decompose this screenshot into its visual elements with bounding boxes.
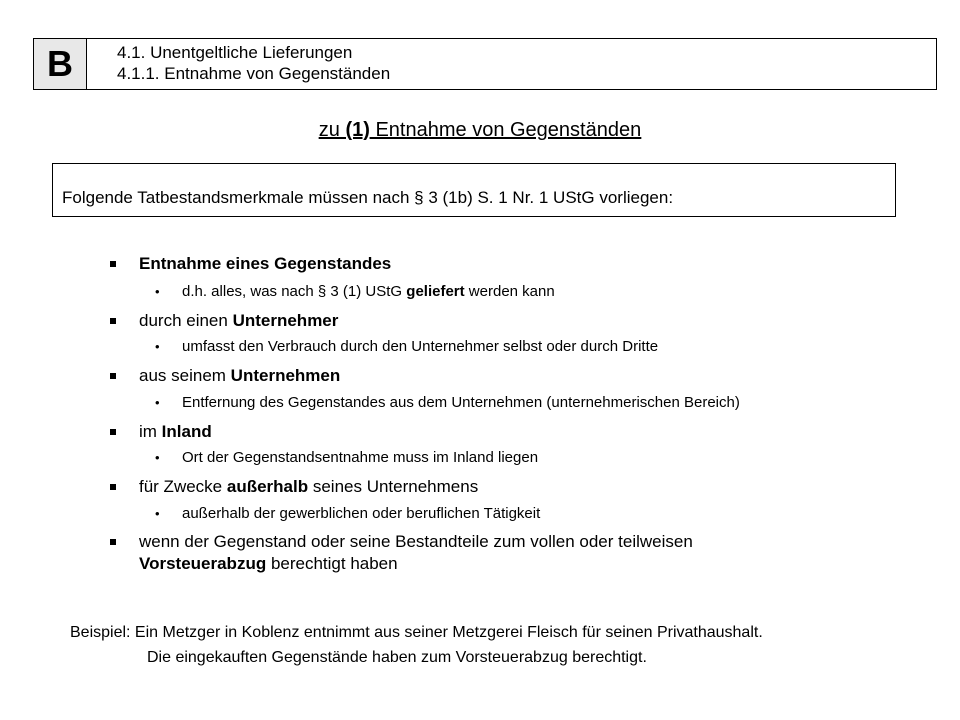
text-segment: Ort der Gegenstandsentnahme muss im Inland liegen [182, 449, 539, 466]
criterion-label [139, 532, 693, 552]
emphasis-text: geliefert [406, 283, 465, 300]
criterion-detail [182, 450, 538, 466]
square-bullet-icon [110, 484, 116, 490]
emphasis-text: Unternehmer [232, 311, 339, 330]
criterion-label [139, 366, 340, 386]
emphasis-text: außerhalb [226, 477, 309, 496]
bullet-icon: • [155, 395, 160, 410]
condition-intro: Folgende Tatbestandsmerkmale müssen nach § 3 (1b) S. 1 Nr. 1 UStG vorliegen: [62, 188, 674, 207]
section-title: 4.1. Unentgeltliche Lieferungen [117, 43, 353, 62]
criterion-label [139, 477, 478, 497]
emphasis-text: Vorsteuerabzug [139, 554, 267, 573]
text-segment: berechtigt haben [266, 554, 398, 573]
example-text-continued: Die eingekauften Gegenstände haben zum Vorsteuerabzug berechtigt. [147, 649, 647, 666]
emphasis-text: Unternehmen [230, 366, 341, 385]
square-bullet-icon [110, 373, 116, 379]
text-segment: wenn der Gegenstand oder seine Bestandteile zum vollen oder teilweisen [139, 532, 693, 551]
criterion-label-continued [139, 554, 398, 574]
square-bullet-icon [110, 539, 116, 545]
bullet-icon: • [155, 339, 160, 354]
heading-number: (1) [345, 119, 370, 141]
criterion-detail [182, 284, 555, 300]
criterion-detail [182, 395, 740, 411]
section-header [33, 38, 937, 90]
criterion-detail [182, 339, 658, 355]
heading-prefix: zu [318, 119, 346, 141]
bullet-icon: • [155, 284, 160, 299]
heading-suffix: Entnahme von Gegenständen [369, 119, 642, 141]
criterion-label [139, 422, 212, 442]
square-bullet-icon [110, 318, 116, 324]
text-segment: Entfernung des Gegenstandes aus dem Unternehmen (unternehmerischen Bereich) [182, 394, 740, 411]
text-segment: aus seinem [139, 366, 231, 385]
emphasis-text: Inland [161, 422, 212, 441]
text-segment: im [139, 422, 162, 441]
bullet-icon: • [155, 450, 160, 465]
condition-box [52, 163, 896, 217]
text-segment: werden kann [464, 283, 555, 300]
square-bullet-icon [110, 429, 116, 435]
section-badge: B [34, 39, 87, 89]
emphasis-text: Entnahme eines Gegenstandes [139, 254, 392, 273]
criterion-label [139, 311, 338, 331]
criterion-label [139, 254, 391, 274]
page-heading [0, 119, 960, 142]
text-segment: außerhalb der gewerblichen oder beruflichen Tätigkeit [182, 505, 541, 522]
bullet-icon: • [155, 506, 160, 521]
section-subtitle: 4.1.1. Entnahme von Gegenständen [117, 64, 391, 83]
criterion-detail [182, 506, 540, 522]
text-segment: umfasst den Verbrauch durch den Unternehmer selbst oder durch Dritte [182, 338, 659, 355]
square-bullet-icon [110, 261, 116, 267]
text-segment: durch einen [139, 311, 233, 330]
text-segment: d.h. alles, was nach § 3 (1) UStG [182, 283, 407, 300]
text-segment: für Zwecke [139, 477, 227, 496]
example-text: Beispiel: Ein Metzger in Koblenz entnimmt aus seiner Metzgerei Fleisch für seinen Privathaushalt. [70, 624, 763, 641]
text-segment: seines Unternehmens [308, 477, 479, 496]
